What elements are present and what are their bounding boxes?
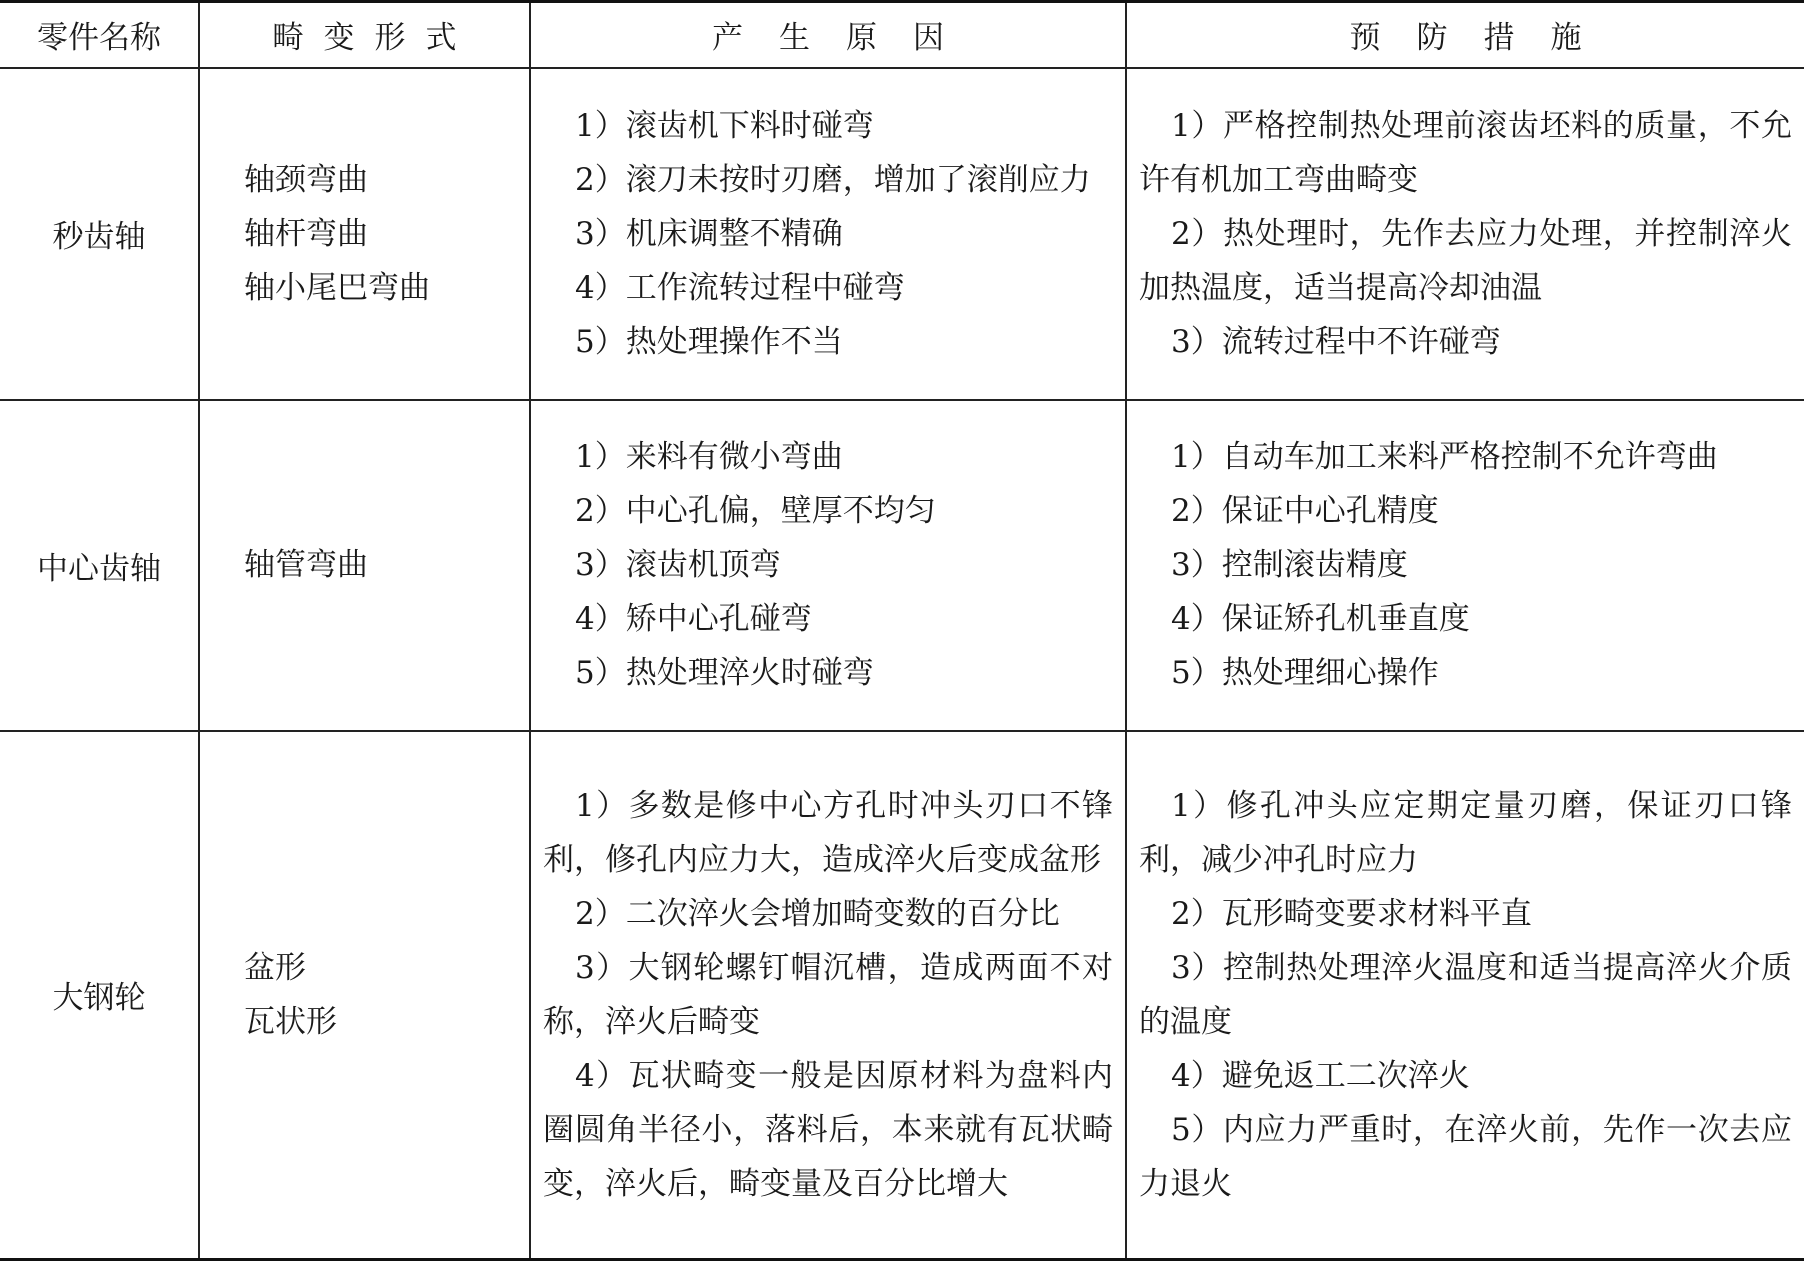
prevention-item: 3）控制热处理淬火温度和适当提高淬火介质的温度	[1139, 949, 1792, 1040]
prevention-cell	[1126, 731, 1804, 1260]
prevention-cell	[1126, 400, 1804, 731]
distortion-form-item: 盆形	[244, 949, 306, 986]
cause-item: 1）滚齿机下料时碰弯	[575, 107, 874, 144]
cause-item: 3）大钢轮螺钉帽沉槽，造成两面不对称，淬火后畸变	[543, 949, 1113, 1040]
cause-item: 2）滚刀未按时刃磨，增加了滚削应力	[575, 161, 1091, 198]
prevention-item: 4）避免返工二次淬火	[1171, 1057, 1470, 1094]
cause-item: 2）二次淬火会增加畸变数的百分比	[575, 895, 1060, 932]
distortion-form-item: 轴颈弯曲	[244, 161, 368, 198]
header-distortion-form: 畸变形式	[199, 2, 530, 68]
cause-cell	[530, 68, 1126, 400]
distortion-form-item: 轴小尾巴弯曲	[244, 269, 430, 306]
prevention-item: 1）严格控制热处理前滚齿坯料的质量，不允许有机加工弯曲畸变	[1139, 107, 1792, 198]
prevention-item: 2）保证中心孔精度	[1171, 493, 1439, 529]
part-name-cell: 秒齿轴	[0, 68, 199, 400]
prevention-item: 4）保证矫孔机垂直度	[1171, 601, 1470, 637]
cause-item: 1）来料有微小弯曲	[575, 439, 843, 475]
distortion-form-item: 瓦状形	[244, 1003, 337, 1040]
prevention-item: 3）流转过程中不许碰弯	[1171, 323, 1501, 360]
cause-item: 3）滚齿机顶弯	[575, 547, 781, 583]
cause-item: 1）多数是修中心方孔时冲头刃口不锋利，修孔内应力大，造成淬火后变成盆形	[543, 787, 1113, 878]
prevention-cell	[1126, 68, 1804, 400]
cause-cell	[530, 400, 1126, 731]
cause-item: 5）热处理淬火时碰弯	[575, 655, 874, 691]
cause-item: 3）机床调整不精确	[575, 215, 843, 252]
header-cause: 产生原因	[530, 2, 1126, 68]
cause-item: 4）工作流转过程中碰弯	[575, 269, 905, 306]
prevention-item: 1）自动车加工来料严格控制不允许弯曲	[1171, 439, 1718, 475]
header-row	[0, 2, 1804, 68]
prevention-item: 5）内应力严重时，在淬火前，先作一次去应力退火	[1139, 1111, 1792, 1202]
cause-item: 5）热处理操作不当	[575, 323, 843, 360]
prevention-item: 5）热处理细心操作	[1171, 655, 1439, 691]
cause-item: 2）中心孔偏，壁厚不均匀	[575, 493, 936, 529]
part-name-cell: 中心齿轴	[0, 400, 199, 731]
prevention-item: 1）修孔冲头应定期定量刃磨，保证刃口锋利，减少冲孔时应力	[1139, 787, 1792, 878]
prevention-item: 3）控制滚齿精度	[1171, 547, 1408, 583]
distortion-form-cell	[199, 68, 530, 400]
distortion-form-item: 轴管弯曲	[244, 547, 368, 583]
cause-item: 4）瓦状畸变一般是因原材料为盘料内圈圆角半径小，落料后，本来就有瓦状畸变，淬火后，畸变量及百分比增大	[543, 1057, 1113, 1202]
cause-cell	[530, 731, 1126, 1260]
prevention-item: 2）热处理时，先作去应力处理，并控制淬火加热温度，适当提高冷却油温	[1139, 215, 1792, 306]
distortion-form-cell	[199, 731, 530, 1260]
distortion-form-item: 轴杆弯曲	[244, 215, 368, 252]
distortion-form-cell	[199, 400, 530, 731]
table-row	[0, 400, 1804, 731]
prevention-item: 2）瓦形畸变要求材料平直	[1171, 895, 1532, 932]
header-prevention: 预防措施	[1126, 2, 1804, 68]
table-row	[0, 731, 1804, 1260]
part-name-cell: 大钢轮	[0, 731, 199, 1260]
table-row	[0, 68, 1804, 400]
header-part-name: 零件名称	[0, 2, 199, 68]
cause-item: 4）矫中心孔碰弯	[575, 601, 812, 637]
